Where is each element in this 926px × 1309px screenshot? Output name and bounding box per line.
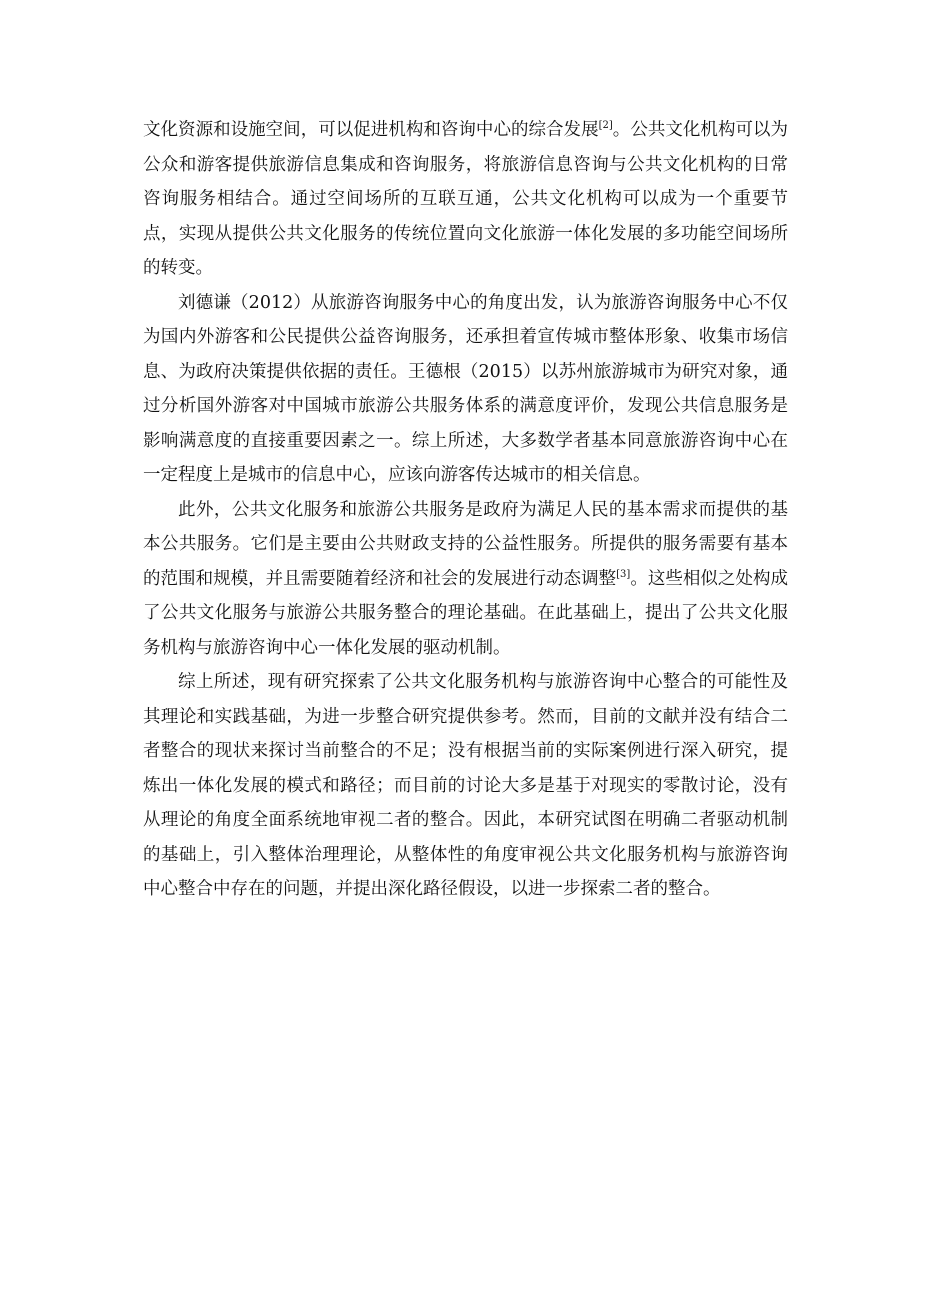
paragraph-text: 综上所述，现有研究探索了公共文化服务机构与旅游咨询中心整合的可能性及其理论和实践基础，为进一步整合研究提供参考。然而，目前的文献并没有结合二者整合的现状来探讨当前整合的不足；没有根据当前的实际案例进行深入研究，提炼出一体化发展的模式和路径；而目前的讨论大多是基于对现实的零散讨论，没有从理论的角度全面系统地审视二者的整合。因此，本研究试图在明确二者驱动机制的基础上，引入整体治理理论，从整体性的角度审视公共文化服务机构与旅游咨询中心整合中存在的问题，并提出深化路径假设，以进一步探索二者的整合。 bbox=[143, 672, 788, 899]
paragraph-text: 。这些相似之处构成了公共文化服务与旅游公共服务整合的理论基础。在此基础上，提出了公共文化服务机构与旅游咨询中心一体化发展的驱动机制。 bbox=[143, 568, 789, 658]
citation-ref: [2] bbox=[598, 120, 613, 132]
paragraph-text: 刘德谦（2012）从旅游咨询服务中心的角度出发，认为旅游咨询服务中心不仅为国内外游客和公民提供公益咨询服务，还承担着宣传城市整体形象、收集市场信息、为政府决策提供依据的责任。王德根（2015）以苏州旅游城市为研究对象，通过分析国外游客对中国城市旅游公共服务体系的满意度评价，发现公共信息服务是影响满意度的直接重要因素之一。综上所述，大多数学者基本同意旅游咨询中心在一定程度上是城市的信息中心，应该向游客传达城市的相关信息。 bbox=[143, 292, 788, 485]
paragraph-3 bbox=[143, 493, 788, 666]
paragraph-2 bbox=[143, 286, 788, 493]
document-body bbox=[143, 113, 788, 907]
paragraph-text: 文化资源和设施空间，可以促进机构和咨询中心的综合发展 bbox=[143, 120, 599, 140]
paragraph-4 bbox=[143, 665, 788, 907]
paragraph-1 bbox=[143, 113, 788, 286]
paragraph-text: 。公共文化机构可以为公众和游客提供旅游信息集成和咨询服务，将旅游信息咨询与公共文化机构的日常咨询服务相结合。通过空间场所的互联互通，公共文化机构可以成为一个重要节点，实现从提供公共文化服务的传统位置向文化旅游一体化发展的多功能空间场所的转变。 bbox=[143, 120, 789, 278]
citation-ref: [3] bbox=[616, 568, 631, 580]
paragraph-text: 此外，公共文化服务和旅游公共服务是政府为满足人民的基本需求而提供的基本公共服务。它们是主要由公共财政支持的公益性服务。所提供的服务需要有基本的范围和规模，并且需要随着经济和社会的发展进行动态调整 bbox=[143, 499, 788, 589]
